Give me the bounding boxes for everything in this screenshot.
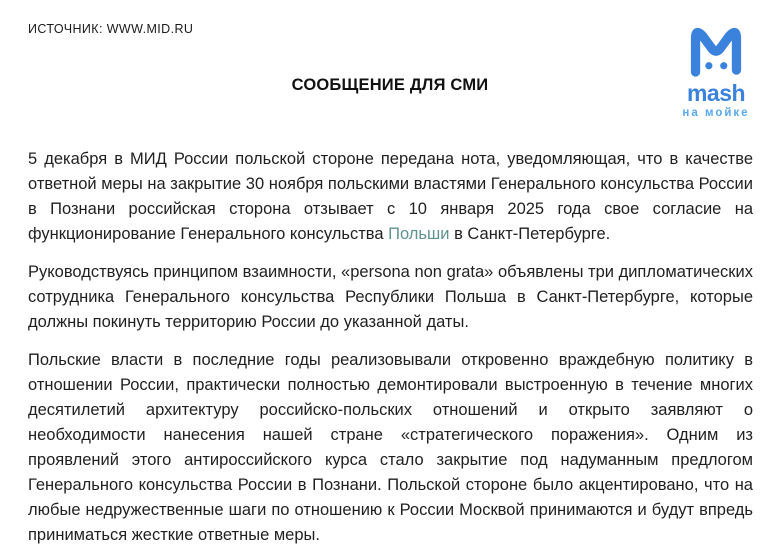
poland-link[interactable]: Польши [388, 225, 450, 243]
page-title: СООБЩЕНИЕ ДЛЯ СМИ [291, 76, 489, 94]
paragraph-1-text-after: в Санкт-Петербурге. [449, 225, 611, 243]
paragraph-2: Руководствуясь принципом взаимности, «persona non grata» объявлены три дипломатических сотрудника Генерального консульства Республики Польша в Санкт-Петербурге, которые должны покинуть территорию России до указанной даты. [28, 263, 753, 331]
paragraph-1-text-before: 5 декабря в МИД России польской стороне передана нота, уведомляющая, что в качестве ответной меры на закрытие 30 ноября польскими властями Генерального консульства России в Познани российская сторона отзывает с 10 января 2025 года свое согласие на функционирование Генерального консульства [28, 150, 753, 243]
mash-tagline: на мойке [682, 107, 750, 119]
mash-logo [676, 18, 756, 120]
mash-m-face-icon [685, 18, 747, 80]
mash-wordmark: mash [686, 80, 746, 106]
paragraph-1 [28, 147, 753, 247]
source-label: ИСТОЧНИК: WWW.MID.RU [28, 22, 194, 36]
article-body [28, 147, 753, 546]
paragraph-3: Польские власти в последние годы реализовывали откровенно враждебную политику в отношении России, практически полностью демонтировали выстроенную в течение многих десятилетий архитектуру российско-польских отношений и открыто заявляют о необходимости нанесения нашей стране «стратегического поражения». Одним из проявлений этого антироссийского курса стало закрытие под надуманным предлогом Генерального консульства России в Познани. Польской стороне было акцентировано, что на любые недружественные шаги по отношению к России Москвой принимаются и будут впредь приниматься жесткие ответные меры. [28, 351, 753, 544]
